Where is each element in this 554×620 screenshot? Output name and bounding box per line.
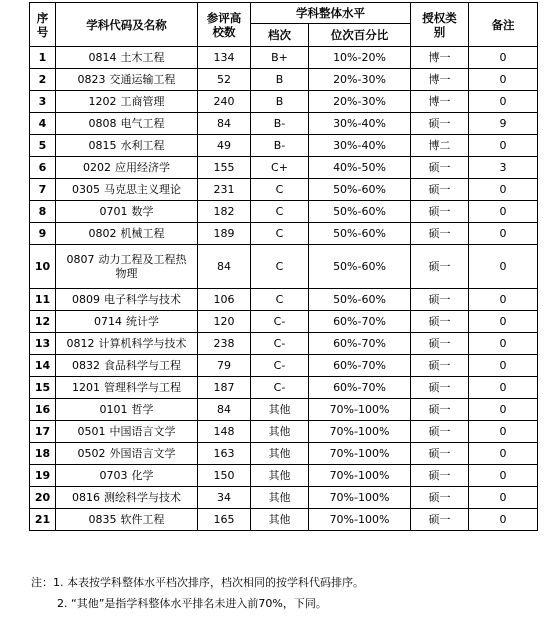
- authorization-cell: 硕一: [411, 355, 469, 377]
- row-index: 6: [30, 157, 56, 179]
- row-index: 10: [30, 245, 56, 289]
- header-school-count: 参评高 校数: [198, 3, 251, 47]
- grade-cell: 其他: [251, 509, 309, 531]
- authorization-cell: 硕一: [411, 487, 469, 509]
- table-row: [30, 91, 538, 113]
- table-row: [30, 487, 538, 509]
- school-count: 34: [198, 487, 251, 509]
- discipline-name: 数学: [131, 204, 154, 218]
- discipline-cell: [56, 421, 198, 443]
- remark-cell: 0: [469, 443, 538, 465]
- remark-cell: 0: [469, 377, 538, 399]
- grade-cell: C+: [251, 157, 309, 179]
- authorization-cell: 硕一: [411, 245, 469, 289]
- school-count: 155: [198, 157, 251, 179]
- row-index: 11: [30, 289, 56, 311]
- school-count: 79: [198, 355, 251, 377]
- school-count: 165: [198, 509, 251, 531]
- grade-cell: C-: [251, 333, 309, 355]
- grade-cell: C-: [251, 311, 309, 333]
- row-index: 13: [30, 333, 56, 355]
- authorization-cell: 硕一: [411, 113, 469, 135]
- discipline-cell: [56, 157, 198, 179]
- discipline-code: 0802: [88, 226, 117, 240]
- remark-cell: 0: [469, 135, 538, 157]
- discipline-code: 1201: [72, 380, 100, 394]
- authorization-cell: 硕一: [411, 465, 469, 487]
- authorization-cell: 博一: [411, 91, 469, 113]
- row-index: 17: [30, 421, 56, 443]
- discipline-code: 0823: [77, 72, 106, 86]
- table-row: [30, 289, 538, 311]
- discipline-cell: [56, 223, 198, 245]
- table-row: [30, 245, 538, 289]
- discipline-name: 食品科学与工程: [104, 358, 181, 372]
- remark-cell: 0: [469, 355, 538, 377]
- discipline-name: 土木工程: [120, 50, 165, 64]
- school-count: 84: [198, 113, 251, 135]
- discipline-code: 0815: [88, 138, 117, 152]
- table-row: [30, 179, 538, 201]
- school-count: 189: [198, 223, 251, 245]
- table-row: [30, 311, 538, 333]
- discipline-name: 测绘科学与技术: [104, 490, 181, 504]
- grade-cell: C: [251, 223, 309, 245]
- header-discipline: 学科代码及名称: [56, 3, 198, 47]
- table-row: [30, 113, 538, 135]
- discipline-name: 计算机科学与技术: [98, 336, 187, 350]
- percentile-cell: 30%-40%: [309, 135, 411, 157]
- percentile-cell: 70%-100%: [309, 509, 411, 531]
- table-row: [30, 355, 538, 377]
- header-overall-level: 学科整体水平: [251, 3, 411, 24]
- discipline-cell: [56, 333, 198, 355]
- discipline-cell: [56, 487, 198, 509]
- discipline-code: 0101: [99, 402, 128, 416]
- discipline-cell: [56, 113, 198, 135]
- discipline-name: 电子科学与技术: [104, 292, 181, 306]
- discipline-cell: [56, 201, 198, 223]
- school-count: 182: [198, 201, 251, 223]
- percentile-cell: 10%-20%: [309, 47, 411, 69]
- table-row: [30, 421, 538, 443]
- school-count: 134: [198, 47, 251, 69]
- table-header: [30, 3, 538, 47]
- discipline-code: 0835: [88, 512, 117, 526]
- percentile-cell: 50%-60%: [309, 223, 411, 245]
- table-body: [30, 47, 538, 531]
- table-row: [30, 333, 538, 355]
- row-index: 7: [30, 179, 56, 201]
- remark-cell: 0: [469, 201, 538, 223]
- percentile-cell: 50%-60%: [309, 201, 411, 223]
- remark-cell: 0: [469, 245, 538, 289]
- table-row: [30, 443, 538, 465]
- discipline-cell: [56, 289, 198, 311]
- row-index: 14: [30, 355, 56, 377]
- percentile-cell: 60%-70%: [309, 311, 411, 333]
- discipline-name: 化学: [131, 468, 154, 482]
- remark-cell: 0: [469, 47, 538, 69]
- row-index: 15: [30, 377, 56, 399]
- authorization-cell: 硕一: [411, 443, 469, 465]
- percentile-cell: 40%-50%: [309, 157, 411, 179]
- school-count: 231: [198, 179, 251, 201]
- discipline-cell: [56, 69, 198, 91]
- grade-cell: C: [251, 289, 309, 311]
- discipline-code: 0809: [72, 292, 100, 306]
- discipline-code: 0502: [77, 446, 106, 460]
- row-index: 2: [30, 69, 56, 91]
- grade-cell: 其他: [251, 399, 309, 421]
- discipline-code: 0807: [66, 252, 95, 266]
- discipline-code: 0202: [83, 160, 111, 174]
- discipline-cell: [56, 135, 198, 157]
- header-percentile: 位次百分比: [309, 24, 411, 47]
- percentile-cell: 50%-60%: [309, 179, 411, 201]
- school-count: 187: [198, 377, 251, 399]
- table-row: [30, 377, 538, 399]
- school-count: 148: [198, 421, 251, 443]
- grade-cell: C-: [251, 377, 309, 399]
- discipline-name-continued: 物理: [115, 266, 138, 280]
- discipline-name: 哲学: [131, 402, 154, 416]
- authorization-cell: 硕一: [411, 377, 469, 399]
- row-index: 18: [30, 443, 56, 465]
- discipline-code: 0501: [77, 424, 106, 438]
- discipline-name: 管理科学与工程: [104, 380, 181, 394]
- authorization-cell: 硕一: [411, 289, 469, 311]
- discipline-name: 工商管理: [120, 94, 165, 108]
- table-row: [30, 465, 538, 487]
- row-index: 8: [30, 201, 56, 223]
- school-count: 240: [198, 91, 251, 113]
- remark-cell: 0: [469, 179, 538, 201]
- row-index: 21: [30, 509, 56, 531]
- discipline-code: 0808: [88, 116, 117, 130]
- school-count: 84: [198, 245, 251, 289]
- discipline-cell: [56, 399, 198, 421]
- remark-cell: 9: [469, 113, 538, 135]
- grade-cell: 其他: [251, 443, 309, 465]
- grade-cell: B+: [251, 47, 309, 69]
- percentile-cell: 70%-100%: [309, 443, 411, 465]
- authorization-cell: 博一: [411, 69, 469, 91]
- percentile-cell: 70%-100%: [309, 399, 411, 421]
- header-authorization-type: 授权类 别: [411, 3, 469, 47]
- percentile-cell: 70%-100%: [309, 421, 411, 443]
- grade-cell: B: [251, 69, 309, 91]
- grade-cell: B-: [251, 135, 309, 157]
- note-1: 注：1. 本表按学科整体水平档次排序，档次相同的按学科代码排序。: [31, 576, 364, 589]
- header-remark: 备注: [469, 3, 538, 47]
- authorization-cell: 硕一: [411, 333, 469, 355]
- school-count: 84: [198, 399, 251, 421]
- discipline-cell: [56, 465, 198, 487]
- row-index: 19: [30, 465, 56, 487]
- row-index: 12: [30, 311, 56, 333]
- percentile-cell: 70%-100%: [309, 487, 411, 509]
- discipline-cell: [56, 355, 198, 377]
- remark-cell: 0: [469, 223, 538, 245]
- grade-cell: C-: [251, 355, 309, 377]
- header-grade: 档次: [251, 24, 309, 47]
- remark-cell: 0: [469, 487, 538, 509]
- row-index: 3: [30, 91, 56, 113]
- authorization-cell: 硕一: [411, 311, 469, 333]
- discipline-cell: [56, 377, 198, 399]
- percentile-cell: 70%-100%: [309, 465, 411, 487]
- authorization-cell: 硕一: [411, 399, 469, 421]
- discipline-code: 0832: [72, 358, 100, 372]
- table-row: [30, 69, 538, 91]
- discipline-code: 0305: [72, 182, 100, 196]
- grade-cell: C: [251, 179, 309, 201]
- percentile-cell: 50%-60%: [309, 245, 411, 289]
- school-count: 49: [198, 135, 251, 157]
- percentile-cell: 50%-60%: [309, 289, 411, 311]
- discipline-cell: [56, 443, 198, 465]
- school-count: 106: [198, 289, 251, 311]
- row-index: 4: [30, 113, 56, 135]
- discipline-name: 软件工程: [120, 512, 165, 526]
- authorization-cell: 硕一: [411, 421, 469, 443]
- remark-cell: 0: [469, 399, 538, 421]
- table-row: [30, 223, 538, 245]
- discipline-cell: [56, 179, 198, 201]
- remark-cell: 0: [469, 69, 538, 91]
- table-row: [30, 157, 538, 179]
- discipline-name: 统计学: [126, 314, 159, 328]
- discipline-name: 外国语言文学: [109, 446, 176, 460]
- discipline-cell: [56, 311, 198, 333]
- grade-cell: 其他: [251, 465, 309, 487]
- school-count: 163: [198, 443, 251, 465]
- header-index: 序 号: [30, 3, 56, 47]
- school-count: 52: [198, 69, 251, 91]
- grade-cell: 其他: [251, 421, 309, 443]
- remark-cell: 0: [469, 421, 538, 443]
- remark-cell: 0: [469, 311, 538, 333]
- discipline-name: 中国语言文学: [109, 424, 176, 438]
- row-index: 5: [30, 135, 56, 157]
- discipline-code: 0714: [94, 314, 122, 328]
- note-2: 2. “其他”是指学科整体水平排名未进入前70%，下同。: [57, 597, 327, 610]
- discipline-ranking-table: [29, 2, 538, 531]
- authorization-cell: 硕一: [411, 201, 469, 223]
- authorization-cell: 博一: [411, 47, 469, 69]
- discipline-cell: [56, 509, 198, 531]
- row-index: 16: [30, 399, 56, 421]
- grade-cell: C: [251, 201, 309, 223]
- grade-cell: B-: [251, 113, 309, 135]
- table-row: [30, 135, 538, 157]
- remark-cell: 0: [469, 509, 538, 531]
- authorization-cell: 硕一: [411, 223, 469, 245]
- remark-cell: 0: [469, 91, 538, 113]
- percentile-cell: 60%-70%: [309, 333, 411, 355]
- discipline-name: 动力工程及工程热: [98, 252, 187, 266]
- discipline-name: 交通运输工程: [109, 72, 176, 86]
- discipline-name: 水利工程: [120, 138, 165, 152]
- table-row: [30, 201, 538, 223]
- discipline-code: 0703: [99, 468, 128, 482]
- discipline-name: 马克思主义理论: [104, 182, 181, 196]
- percentile-cell: 30%-40%: [309, 113, 411, 135]
- school-count: 120: [198, 311, 251, 333]
- grade-cell: B: [251, 91, 309, 113]
- remark-cell: 3: [469, 157, 538, 179]
- authorization-cell: 硕一: [411, 179, 469, 201]
- percentile-cell: 60%-70%: [309, 377, 411, 399]
- remark-cell: 0: [469, 465, 538, 487]
- table-notes: [31, 572, 541, 614]
- school-count: 238: [198, 333, 251, 355]
- remark-cell: 0: [469, 289, 538, 311]
- percentile-cell: 60%-70%: [309, 355, 411, 377]
- discipline-code: 0814: [88, 50, 117, 64]
- school-count: 150: [198, 465, 251, 487]
- authorization-cell: 硕一: [411, 157, 469, 179]
- discipline-name: 应用经济学: [115, 160, 170, 174]
- authorization-cell: 博二: [411, 135, 469, 157]
- discipline-code: 1202: [88, 94, 117, 108]
- percentile-cell: 20%-30%: [309, 91, 411, 113]
- authorization-cell: 硕一: [411, 509, 469, 531]
- remark-cell: 0: [469, 333, 538, 355]
- discipline-name: 机械工程: [120, 226, 165, 240]
- discipline-cell: [56, 245, 198, 289]
- discipline-code: 0816: [72, 490, 100, 504]
- row-index: 9: [30, 223, 56, 245]
- discipline-name: 电气工程: [120, 116, 165, 130]
- grade-cell: 其他: [251, 487, 309, 509]
- discipline-code: 0701: [99, 204, 128, 218]
- row-index: 20: [30, 487, 56, 509]
- table-row: [30, 509, 538, 531]
- percentile-cell: 20%-30%: [309, 69, 411, 91]
- table-row: [30, 47, 538, 69]
- discipline-cell: [56, 91, 198, 113]
- discipline-cell: [56, 47, 198, 69]
- discipline-code: 0812: [66, 336, 95, 350]
- grade-cell: C: [251, 245, 309, 289]
- table-row: [30, 399, 538, 421]
- row-index: 1: [30, 47, 56, 69]
